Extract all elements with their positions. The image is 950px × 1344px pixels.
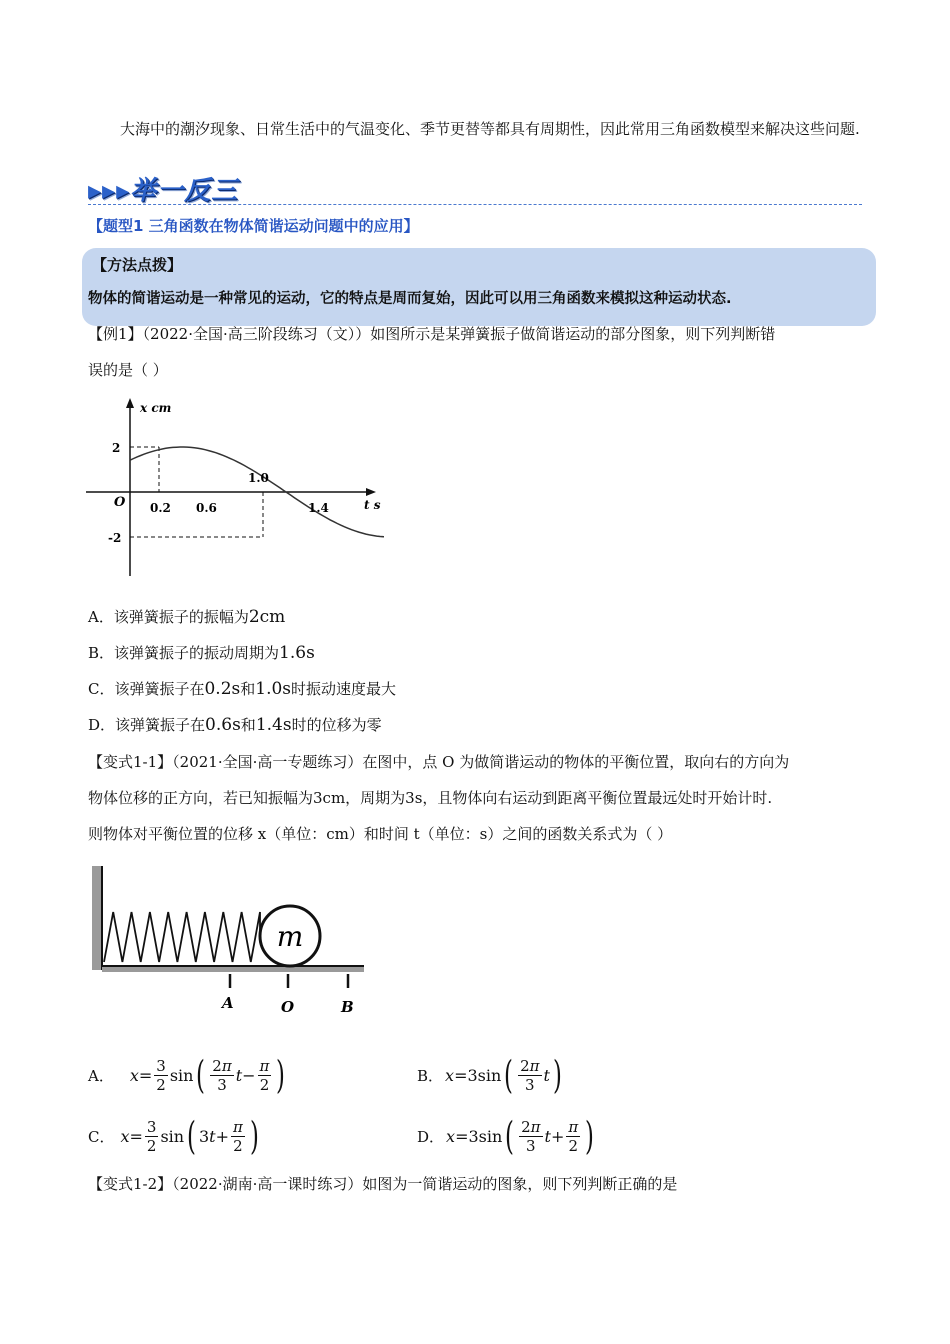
variant1-2-text	[88, 1166, 868, 1202]
option-d-value1: 0.6s	[205, 715, 241, 735]
variant-option-b[interactable]	[417, 1050, 565, 1100]
point-a-label: A	[222, 994, 234, 1012]
variant1-2-line1: 【变式1-2】（2022·湖南·高一课时练习）如图为一简谐运动的图象，则下列判断正确的是	[88, 1175, 678, 1193]
variant1-1-text	[88, 744, 868, 852]
variant-option-d-label: D．	[417, 1127, 445, 1146]
point-b-label: B	[341, 998, 354, 1016]
variant-option-c[interactable]	[88, 1111, 262, 1161]
example1-line1: 【例1】（2022·全国·高三阶段练习（文））如图所示是某弹簧振子做简谐运动的部分图象，则下列判断错	[88, 325, 776, 343]
x-tick-1-0: 1.0	[248, 471, 269, 485]
method-title: 【方法点拨】	[92, 256, 183, 274]
y-tick-neg2: -2	[108, 531, 122, 545]
section-banner	[88, 170, 238, 204]
option-a-text: A．该弹簧振子的振幅为	[88, 608, 249, 626]
sine-graph	[84, 396, 384, 580]
spring-figure	[88, 862, 374, 1018]
option-c-mid: 和	[240, 680, 256, 698]
example1-option-d[interactable]	[88, 714, 382, 735]
formula-a: x = $\frac{3}{2}$ sin ( $\frac{2\pi}{3}$ t − $\frac{\pi}{2}$ )	[129, 1053, 286, 1097]
option-a-value: 2cm	[248, 607, 286, 627]
option-d-suffix: 时的位移为零	[291, 716, 382, 734]
option-b-text: B．该弹簧振子的振动周期为	[88, 644, 280, 662]
formula-c: x = $\frac{3}{2}$ sin ( 3 t + $\frac{\pi}{2}$ )	[120, 1114, 259, 1158]
x-tick-0-2: 0.2	[150, 501, 171, 515]
variant1-1-line2: 物体位移的正方向，若已知振幅为3cm，周期为3s，且物体向右运动到距离平衡位置最远处时开始计时.	[88, 789, 773, 807]
x-axis-arrow	[366, 488, 376, 496]
example1-option-b[interactable]	[88, 642, 315, 663]
origin-label: O	[114, 495, 126, 510]
y-axis-label: x cm	[140, 401, 172, 415]
option-c-value2: 1.0s	[255, 679, 292, 699]
formula-d: x =3sin ( $\frac{2\pi}{3}$ t + $\frac{\pi}{2}$ )	[446, 1114, 595, 1158]
intro-paragraph: 大海中的潮汐现象、日常生活中的气温变化、季节更替等都具有周期性，因此常用三角函数模型来解决这些问题.	[120, 120, 860, 138]
variant-option-d[interactable]	[417, 1111, 597, 1161]
x-axis-label: t s	[364, 498, 381, 512]
x-tick-1-4: 1.4	[308, 501, 329, 515]
option-d-mid: 和	[240, 716, 256, 734]
example1-text	[88, 316, 868, 388]
example1-line2: 误的是（ ）	[88, 361, 168, 379]
section-divider	[88, 204, 862, 205]
point-o-label: O	[281, 998, 295, 1016]
variant1-1-line3: 则物体对平衡位置的位移 x（单位：cm）和时间 t（单位：s）之间的函数关系式为（ ）	[88, 825, 673, 843]
y-axis-arrow	[126, 398, 134, 408]
method-body: 物体的简谐运动是一种常见的运动，它的特点是周而复始，因此可以用三角函数来模拟这种运动状态.	[88, 291, 732, 307]
option-c-value1: 0.2s	[204, 679, 241, 699]
variant-option-a[interactable]	[88, 1050, 288, 1100]
banner-title: ▸▸▸举一反三	[88, 176, 239, 206]
type-heading: 【题型1 三角函数在物体简谐运动问题中的应用】	[88, 217, 419, 235]
mass-label: m	[276, 920, 304, 953]
option-c-text: C．该弹簧振子在	[88, 680, 205, 698]
wall	[92, 866, 102, 970]
variant1-1-line1: 【变式1-1】（2021·全国·高一专题练习）在图中，点 O 为做简谐运动的物体的平衡位置，取向右的方向为	[88, 753, 790, 771]
option-d-value2: 1.4s	[255, 715, 292, 735]
variant-option-a-label: A．	[88, 1066, 114, 1085]
spring	[104, 912, 260, 962]
formula-b: x =3sin ( $\frac{2\pi}{3}$ t )	[445, 1053, 562, 1097]
example1-option-c[interactable]	[88, 678, 396, 699]
option-d-text: D．该弹簧振子在	[88, 716, 206, 734]
y-tick-2: 2	[112, 441, 121, 455]
variant-option-c-label: C．	[88, 1127, 115, 1146]
example1-option-a[interactable]	[88, 606, 285, 627]
option-c-suffix: 时振动速度最大	[291, 680, 397, 698]
variant-option-b-label: B．	[417, 1066, 444, 1085]
x-tick-0-6: 0.6	[196, 501, 217, 515]
option-b-value: 1.6s	[279, 643, 315, 663]
